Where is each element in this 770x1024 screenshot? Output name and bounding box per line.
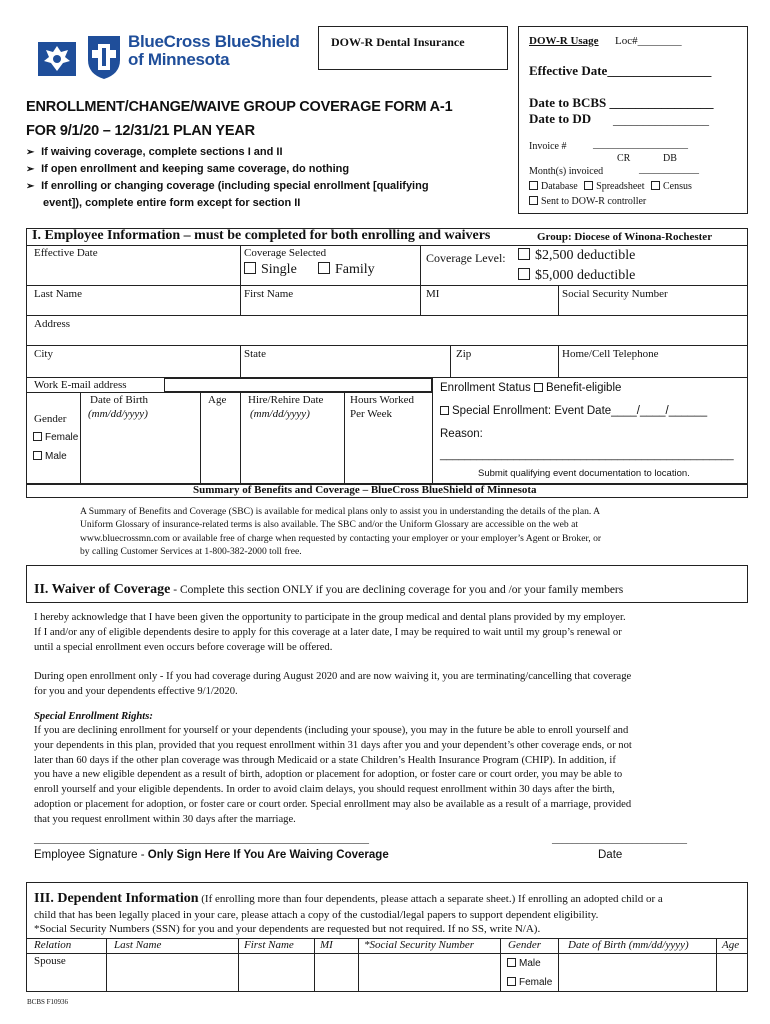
signature-label: Employee Signature - Only Sign Here If You Are Waiving Coverage xyxy=(34,849,389,861)
family-checkbox[interactable]: Family xyxy=(318,262,375,278)
form-title: ENROLLMENT/CHANGE/WAIVE GROUP COVERAGE FORM A-1 xyxy=(26,99,453,115)
age-label: Age xyxy=(208,394,227,406)
zip-label[interactable]: Zip xyxy=(456,348,472,360)
arrow-bullet-icon: ➢ xyxy=(26,164,35,175)
section2-heading: II. Waiver of Coverage - Complete this section ONLY if you are declining coverage for you and /or your family members xyxy=(34,582,624,597)
section3-instructions: child that has been legally placed in your care, please attach a copy of the custodial/legal papers to support dependent eligibility. xyxy=(34,909,599,921)
brand-name: BlueCross BlueShield xyxy=(128,32,300,51)
gender-label: Gender xyxy=(34,413,67,425)
census-label: Census xyxy=(662,181,692,192)
deductible-2500-box[interactable] xyxy=(518,248,530,260)
instruction-item: ➢ If waiving coverage, complete sections I and II xyxy=(26,144,429,161)
reason-label: Reason: xyxy=(440,428,483,440)
sbc-heading: Summary of Benefits and Coverage – BlueCross BlueShield of Minnesota xyxy=(193,484,537,496)
census-checkbox-box[interactable] xyxy=(651,181,660,190)
deductible-5000-checkbox[interactable]: $5,000 deductible xyxy=(518,268,635,284)
brand-subname: of Minnesota xyxy=(128,50,230,69)
dob-label: Date of Birth xyxy=(90,394,149,406)
col-last-name: Last Name xyxy=(114,939,162,951)
effective-date-field[interactable]: Effective Date________________ xyxy=(529,63,712,78)
coverage-level-label: Coverage Level: xyxy=(426,251,506,265)
col-relation: Relation xyxy=(34,939,72,951)
submit-documentation-note: Submit qualifying event documentation to location. xyxy=(478,468,690,479)
work-email-input[interactable] xyxy=(164,378,432,392)
spouse-male-checkbox[interactable]: Male xyxy=(507,958,541,969)
benefit-eligible-box[interactable] xyxy=(534,383,543,392)
instructions-list xyxy=(26,144,429,212)
date-to-dd-label: Date to DD xyxy=(529,111,592,126)
state-label[interactable]: State xyxy=(244,348,266,360)
coverage-selected-label: Coverage Selected xyxy=(244,247,327,259)
first-name-label[interactable]: First Name xyxy=(244,288,294,300)
signature-field[interactable]: ___________________________________________________________________ xyxy=(34,834,369,845)
waiver-acknowledgement: I hereby acknowledge that I have been given the opportunity to participate in the group medical and dental plans provided by my employer. If I and/or any of eligible dependents desire to apply for this coverage at a later date, I may be required to wait until my group’s renewal or until a special enrollment even occurs before coverage will be offered. xyxy=(34,612,626,653)
instruction-item: ➢ If open enrollment and keeping same coverage, do nothing xyxy=(26,161,429,178)
female-checkbox[interactable]: Female xyxy=(33,432,78,443)
per-week-label: Per Week xyxy=(350,408,392,420)
spouse-label: Spouse xyxy=(34,955,66,967)
spreadsheet-label: Spreadsheet xyxy=(596,181,645,192)
section1-heading: I. Employee Information – must be completed for both enrolling and waivers xyxy=(32,228,491,243)
ssn-note: *Social Security Numbers (SSN) for you and your dependents are requested but not required. If no SS, write N/A). xyxy=(34,923,541,935)
instruction-item: ➢ If enrolling or changing coverage (including special enrollment [qualifying xyxy=(26,178,429,195)
col-dob: Date of Birth (mm/dd/yyyy) xyxy=(568,939,689,951)
database-checkbox-box[interactable] xyxy=(529,181,538,190)
instruction-item: event]), complete entire form except for section II xyxy=(43,197,301,209)
cr-label: CR xyxy=(617,153,631,164)
male-checkbox-box[interactable] xyxy=(33,451,42,460)
special-enrollment-box[interactable] xyxy=(440,406,449,415)
invoice-label: Invoice # xyxy=(529,141,567,152)
address-label[interactable]: Address xyxy=(34,318,71,330)
hire-date-label: Hire/Rehire Date xyxy=(248,394,324,406)
reason-field[interactable]: ________________________________________________ xyxy=(440,449,734,461)
arrow-bullet-icon: ➢ xyxy=(26,147,35,158)
spreadsheet-checkbox-box[interactable] xyxy=(584,181,593,190)
open-enrollment-note: During open enrollment only - If you had coverage during August 2020 and are now waiving it, you are terminating/cancelling that coverage for you and your dependents effective 9/1/2020. xyxy=(34,671,632,697)
spouse-female-checkbox[interactable]: Female xyxy=(507,977,552,988)
group-name: Group: Diocese of Winona-Rochester xyxy=(537,231,713,243)
male-checkbox[interactable]: Male xyxy=(33,451,67,462)
date-to-dd-field[interactable]: ________________ xyxy=(613,113,709,127)
months-invoiced-label: Month(s) invoiced xyxy=(529,166,604,177)
sbc-text: A Summary of Benefits and Coverage (SBC) is available for medical plans only to assist you in understanding the details of the plan. A Uniform Glossary of insurance-related terms is also available. The SBC and/or the Uniform Glossary are accessible on the web at www.bluecrossmn.com or available free of charge when requested by contacting your employer or your employer’s Agent or Broker, or by calling Customer Services at 1-800-382-2000 toll free. xyxy=(80,506,602,557)
hire-date-format: (mm/dd/yyyy) xyxy=(250,408,310,420)
col-first-name: First Name xyxy=(244,939,294,951)
last-name-label[interactable]: Last Name xyxy=(34,288,82,300)
bcbs-logo xyxy=(36,30,306,84)
benefit-eligible-checkbox[interactable]: Enrollment Status Benefit-eligible xyxy=(440,382,622,394)
ssn-label[interactable]: Social Security Number xyxy=(562,288,668,300)
dob-format: (mm/dd/yyyy) xyxy=(88,408,148,420)
col-mi: MI xyxy=(320,939,333,951)
col-age: Age xyxy=(722,939,740,951)
section3-heading: III. Dependent Information (If enrolling more than four dependents, please attach a separate sheet.) If enrolling an adopted child or a xyxy=(34,891,663,906)
single-checkbox[interactable]: Single xyxy=(244,262,297,278)
sent-to-controller-box[interactable] xyxy=(529,196,538,205)
spouse-male-box[interactable] xyxy=(507,958,516,967)
db-label: DB xyxy=(663,153,677,164)
date-to-bcbs-field[interactable]: Date to BCBS ________________ xyxy=(529,95,714,110)
signature-date-field[interactable]: ___________________________ xyxy=(552,834,687,845)
sent-to-controller-checkbox[interactable]: Sent to DOW-R controller xyxy=(529,196,646,207)
spouse-female-box[interactable] xyxy=(507,977,516,986)
hours-worked-label: Hours Worked xyxy=(350,394,414,406)
bcbs-logo-icon xyxy=(36,30,128,80)
plan-year-title: FOR 9/1/20 – 12/31/21 PLAN YEAR xyxy=(26,123,255,139)
date-label: Date xyxy=(598,849,623,861)
dental-insurance-box: DOW-R Dental Insurance xyxy=(318,26,508,70)
home-phone-label[interactable]: Home/Cell Telephone xyxy=(562,348,659,360)
effective-date-label: Effective Date xyxy=(34,247,98,259)
city-label[interactable]: City xyxy=(34,348,53,360)
work-email-label[interactable]: Work E-mail address xyxy=(34,379,127,391)
deductible-5000-box[interactable] xyxy=(518,268,530,280)
months-invoiced-field[interactable]: ____________ xyxy=(639,164,699,175)
special-enrollment-checkbox[interactable]: Special Enrollment: Event Date____/____/______ xyxy=(440,405,707,417)
special-rights-text: If you are declining enrollment for yourself or your dependents (including your spouse), you may in the future be able to enroll yourself and your dependents in this plan, provided that you request enrollment within 31 days after you and your dependent’s other coverage ends, or not later than 60 days if the other plan coverage was through Medicaid or a state Children’s Health Insurance Program (CHIP). In addition, if you have a new eligible dependent as a result of birth, adoption or placement for adoption, or foster care or court order, you may be able to enroll yourself and your eligible dependents. In order to avoid claim delays, you should request enrollment within 30 days after the birth, adoption or placement for adoption, or foster care or court order. Special enrollment may also be available as a result of a marriage, provided that you request enrollment within 30 days after the marriage. xyxy=(34,725,632,825)
office-use-box xyxy=(518,26,748,214)
deductible-2500-checkbox[interactable]: $2,500 deductible xyxy=(518,248,635,264)
loc-field[interactable]: Loc#________ xyxy=(615,35,682,47)
invoice-field[interactable]: ___________________ xyxy=(593,139,688,150)
arrow-bullet-icon: ➢ xyxy=(26,181,35,192)
family-checkbox-box[interactable] xyxy=(318,262,330,274)
database-checkbox[interactable]: Database Spreadsheet Census xyxy=(529,181,692,192)
col-gender: Gender xyxy=(508,939,541,951)
single-checkbox-box[interactable] xyxy=(244,262,256,274)
usage-label: DOW-R Usage xyxy=(529,35,599,47)
mi-label[interactable]: MI xyxy=(426,288,440,300)
form-code: BCBS F10936 xyxy=(27,998,69,1006)
col-ssn: *Social Security Number xyxy=(364,939,474,951)
female-checkbox-box[interactable] xyxy=(33,432,42,441)
special-rights-heading: Special Enrollment Rights: xyxy=(34,711,153,722)
